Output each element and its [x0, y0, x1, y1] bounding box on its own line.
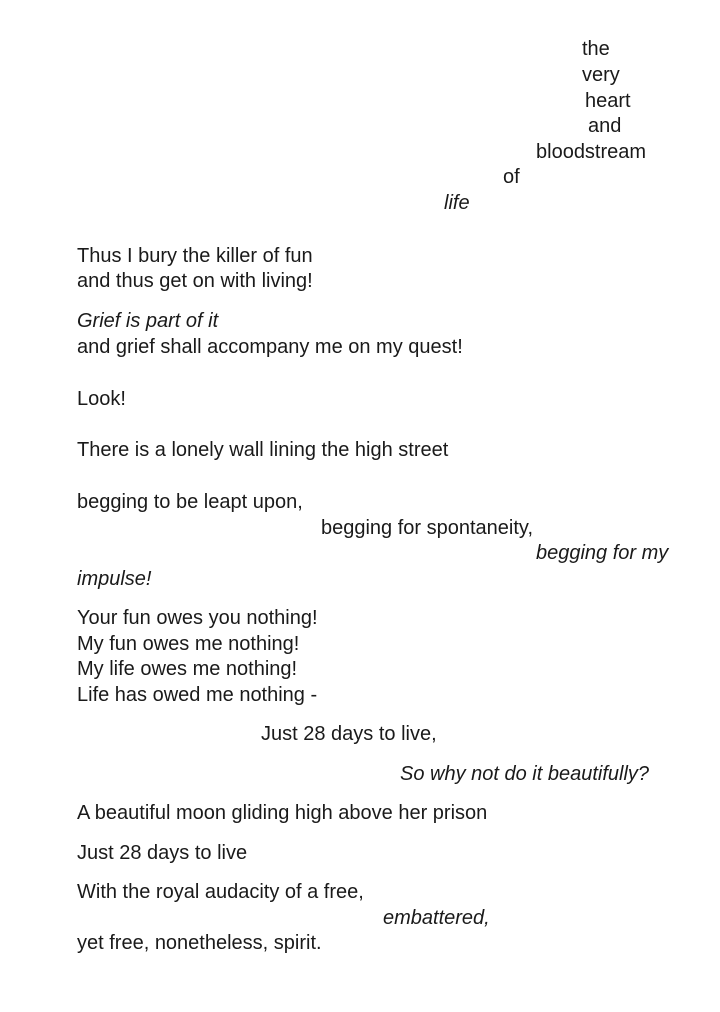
stanza2-line1: Grief is part of it [77, 310, 219, 332]
royal-line: With the royal audacity of a free, [77, 881, 364, 903]
embattered-line: embattered, [383, 907, 490, 929]
cascade-word-very: very [582, 64, 620, 86]
stanza1-line1: Thus I bury the killer of fun [77, 245, 313, 267]
cascade-word-bloodstream: bloodstream [536, 141, 647, 163]
owes-line2: My fun owes me nothing! [77, 633, 300, 655]
stanza1-line2: and thus get on with living! [77, 270, 313, 292]
stanza2-line2: and grief shall accompany me on my quest! [77, 336, 463, 358]
owes-line3: My life owes me nothing! [77, 658, 298, 680]
cascade-word-and: and [588, 115, 622, 137]
moon-line: A beautiful moon gliding high above her prison [77, 802, 488, 824]
days-line-2: Just 28 days to live [77, 842, 248, 864]
cascade-word-heart: heart [585, 90, 631, 112]
begging-line1: begging to be leapt upon, [77, 491, 303, 513]
why-line: So why not do it beautifully? [400, 763, 650, 785]
begging-line2: begging for spontaneity, [321, 517, 534, 539]
begging-line3: begging for my [536, 542, 669, 564]
cascade-word-the: the [582, 38, 610, 60]
wall-line: There is a lonely wall lining the high street [77, 439, 449, 461]
look-line: Look! [77, 388, 126, 410]
final-line: yet free, nonetheless, spirit. [77, 932, 322, 954]
cascade-word-of: of [503, 166, 520, 188]
owes-line4: Life has owed me nothing - [77, 684, 318, 706]
days-line: Just 28 days to live, [261, 723, 437, 745]
owes-line1: Your fun owes you nothing! [77, 607, 318, 629]
begging-line4: impulse! [77, 568, 152, 590]
cascade-word-life: life [444, 192, 470, 214]
